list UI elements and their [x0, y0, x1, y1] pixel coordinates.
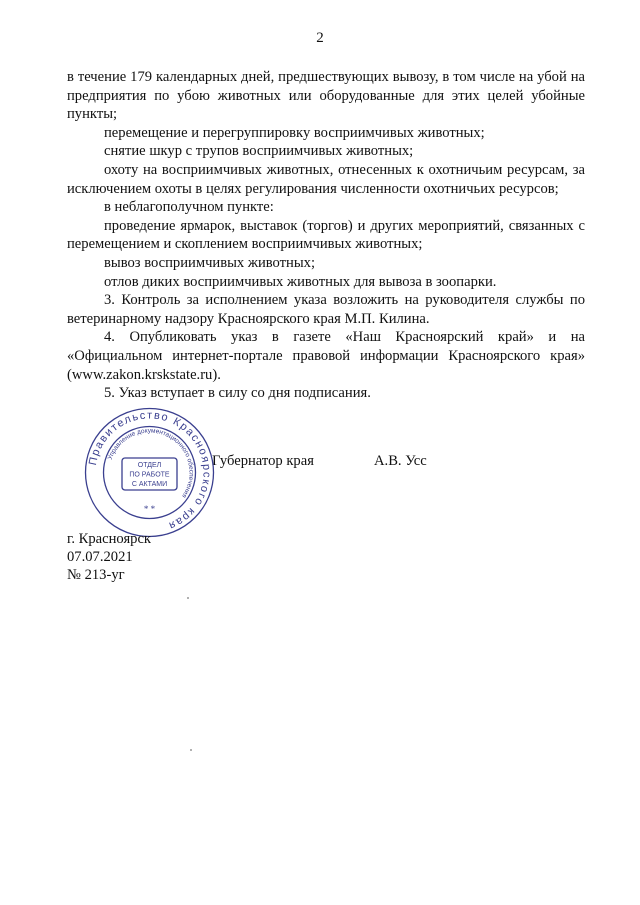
- stamp-star-icon: * *: [143, 504, 156, 514]
- paragraph: охоту на восприимчивых животных, отнесенных к охотничьим ресурсам, за исключением охоты в целях регулирования численности охотничьих ресурсов;: [67, 161, 585, 197]
- paragraph: вывоз восприимчивых животных;: [104, 254, 316, 271]
- document-date: 07.07.2021: [67, 549, 133, 565]
- official-stamp: [82, 405, 217, 540]
- paragraph: снятие шкур с трупов восприимчивых животных;: [104, 143, 414, 160]
- paragraph: 5. Указ вступает в силу со дня подписания.: [104, 385, 371, 402]
- paragraph: отлов диких восприимчивых животных для вывоза в зоопарки.: [104, 273, 497, 290]
- document-body: [67, 68, 585, 403]
- stamp-inner-text: Управление документационного обеспечения: [106, 427, 195, 499]
- paragraph: в течение 179 календарных дней, предшествующих вывозу, в том числе на убой на предприятия по убою животных или оборудованные для этих целей убойные пункты;: [67, 69, 585, 123]
- scan-speck: [187, 597, 189, 599]
- stamp-center-line: ОТДЕЛ: [137, 462, 162, 469]
- paragraph: 4. Опубликовать указ в газете «Наш Красноярский край» и на «Официальном интернет-портале правовой информации Красноярского края» (www.zakon.krskstate.ru).: [67, 329, 585, 383]
- signature-position: Губернатор края: [212, 453, 314, 469]
- stamp-center-line: ПО РАБОТЕ: [129, 471, 170, 479]
- document-place: г. Красноярск: [67, 531, 152, 547]
- scan-speck: [190, 749, 192, 751]
- stamp-outer-text: Правительство Красноярского края: [86, 409, 213, 533]
- page-number: 2: [316, 30, 324, 46]
- paragraph: перемещение и перегруппировку восприимчивых животных;: [104, 124, 485, 141]
- paragraph: в неблагополучном пункте:: [104, 199, 274, 216]
- paragraph: проведение ярмарок, выставок (торгов) и других мероприятий, связанных с перемещением и скоплением восприимчивых животных;: [67, 217, 585, 253]
- stamp-center-line: С АКТАМИ: [131, 481, 168, 488]
- signature-name: А.В. Усс: [374, 453, 427, 469]
- document-number: № 213-уг: [67, 567, 125, 583]
- paragraph: 3. Контроль за исполнением указа возложить на руководителя службы по ветеринарному надзору Красноярского края М.П. Килина.: [67, 292, 585, 327]
